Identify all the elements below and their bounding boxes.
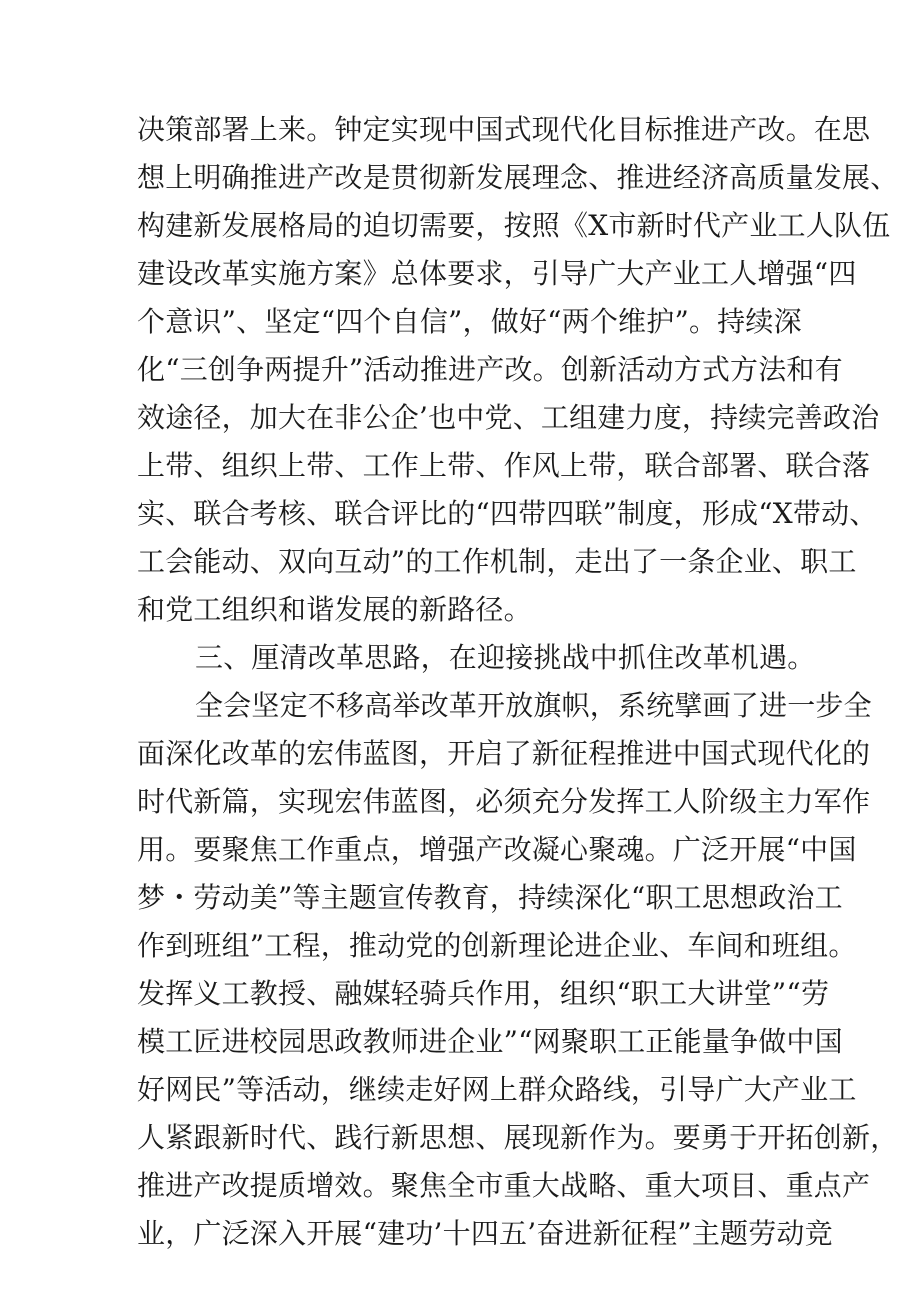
text-line: 模工匠进校园思政教师进企业”“网聚职工正能量争做中国 (137, 1025, 843, 1058)
text-line: 好网民”等活动，继续走好网上群众路线，引导广大产业工 (137, 1073, 857, 1106)
text-line: 作到班组”工程，推动党的创新理论进企业、车间和班组。 (137, 929, 857, 962)
text-line: 效途径，加大在非公企’也中党、工组建力度，持续完善政治 (137, 401, 880, 434)
text-line: 推进产改提质增效。聚焦全市重大战略、重大项目、重点产 (137, 1169, 871, 1202)
text-line: 全会坚定不移高举改革开放旗帜，系统擘画了进一步全 (195, 689, 872, 722)
text-line: 想上明确推进产改是贯彻新发展理念、推进经济高质量发展、 (137, 161, 899, 194)
text-line: 上带、组织上带、工作上带、作风上带，联合部署、联合落 (137, 449, 871, 482)
text-line: 工会能动、双向互动”的工作机制，走出了一条企业、职工 (137, 545, 857, 578)
text-line: 发挥义工教授、融媒轻骑兵作用，组织“职工大讲堂”“劳 (137, 977, 830, 1010)
document-body (137, 106, 899, 1258)
text-line: 个意识”、坚定“四个自信”，做好“两个维护”。持续深 (137, 305, 802, 338)
text-line: 时代新篇，实现宏伟蓝图，必须充分发挥工人阶级主力军作 (137, 785, 871, 818)
text-line: 决策部署上来。钟定实现中国式现代化目标推进产改。在思 (137, 113, 871, 146)
section-heading: 三、厘清改革思路，在迎接挑战中抓住改革机遇。 (195, 641, 816, 674)
text-line: 和党工组织和谐发展的新路径。 (137, 593, 532, 626)
text-line: 化“三创争两提升”活动推进产改。创新活动方式方法和有 (137, 353, 843, 386)
text-line: 业，广泛深入开展“建功’十四五’奋进新征程”主题劳动竞 (137, 1217, 833, 1250)
text-line: 用。要聚焦工作重点，增强产改凝心聚魂。广泛开展“中国 (137, 833, 857, 866)
text-line: 人紧跟新时代、践行新思想、展现新作为。要勇于开拓创新， (137, 1121, 899, 1154)
text-line: 实、联合考核、联合评比的“四带四联”制度，形成“X带动、 (137, 497, 878, 530)
text-line: 构建新发展格局的迫切需要，按照《X市新时代产业工人队伍 (137, 209, 891, 242)
text-line: 梦・劳动美”等主题宣传教育，持续深化“职工思想政治工 (137, 881, 843, 914)
text-line: 建设改革实施方案》总体要求，引导广大产业工人增强“四 (137, 257, 857, 290)
text-line: 面深化改革的宏伟蓝图，开启了新征程推进中国式现代化的 (137, 737, 871, 770)
